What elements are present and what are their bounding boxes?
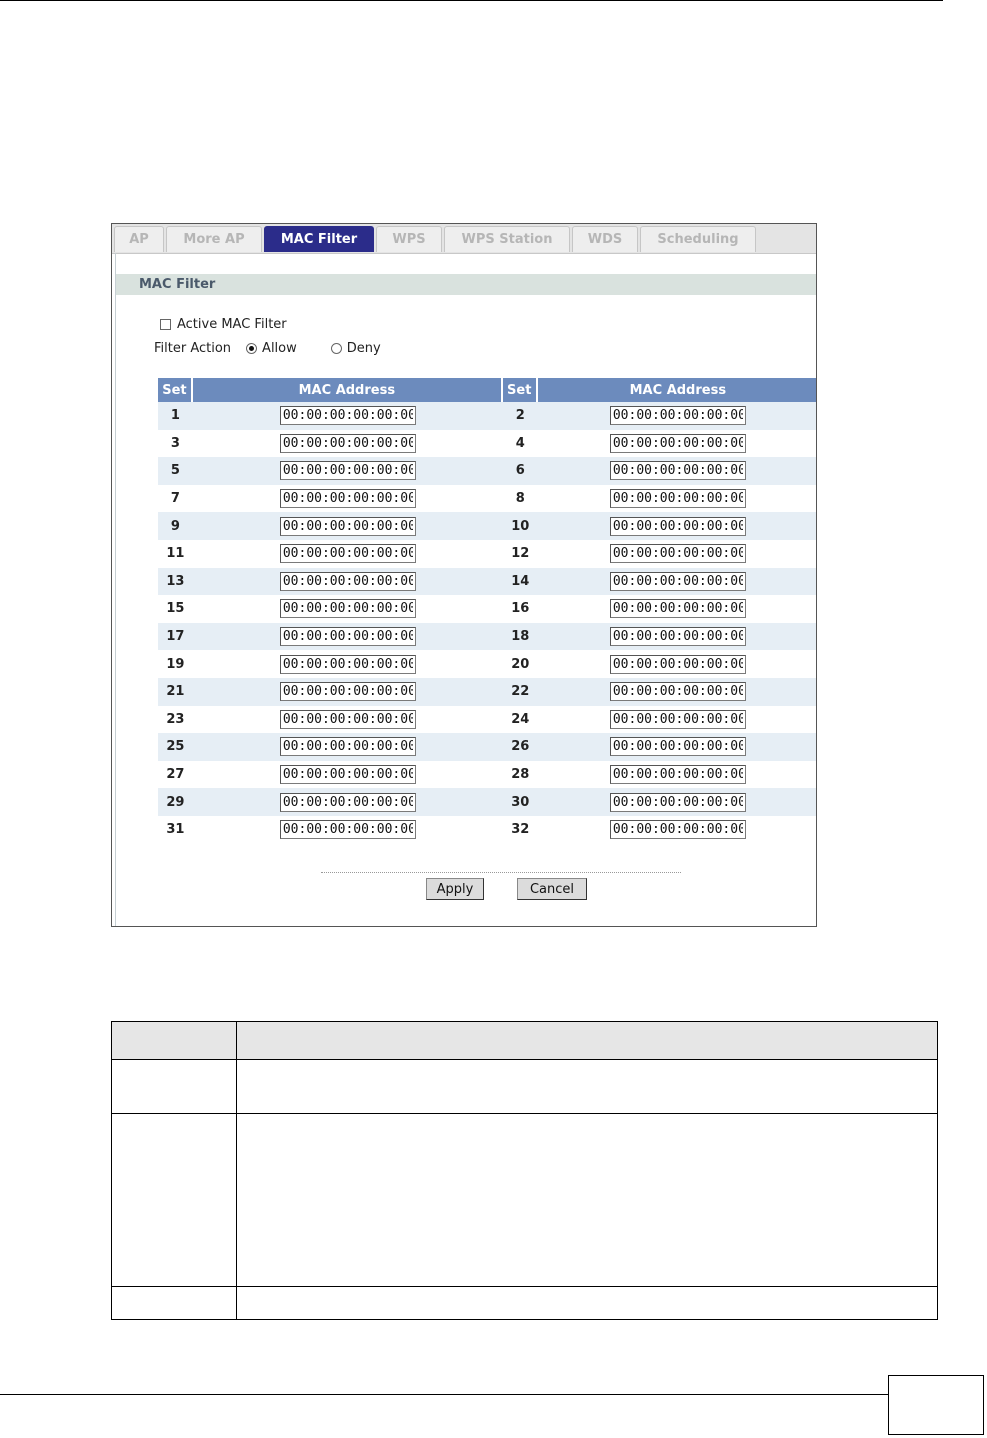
allow-label: Allow: [262, 341, 297, 356]
mac-cell: [193, 733, 503, 761]
mac-address-input[interactable]: [610, 406, 746, 425]
mac-cell: [538, 761, 817, 789]
set-number: 2: [503, 402, 538, 430]
mac-cell: [193, 788, 503, 816]
mac-cell: [538, 650, 817, 678]
description-label-cell: [112, 1114, 237, 1287]
mac-cell: [193, 816, 503, 844]
mac-cell: [538, 678, 817, 706]
mac-cell: [538, 595, 817, 623]
description-row: [112, 1114, 938, 1287]
frame-left-line: [115, 253, 116, 927]
active-mac-filter-row: [160, 317, 287, 332]
set-number: 11: [166, 546, 185, 562]
header-rule: [0, 0, 943, 1]
mac-cell: [538, 485, 817, 513]
description-label-cell: [112, 1287, 237, 1320]
set-number: 24: [511, 711, 530, 727]
apply-button[interactable]: Apply: [426, 878, 484, 900]
mac-cell: [193, 623, 503, 651]
description-header-label-cell: [112, 1022, 237, 1060]
mac-address-input[interactable]: [280, 517, 416, 536]
set-number: 17: [158, 623, 193, 651]
set-number: 27: [166, 767, 185, 783]
mac-cell: [538, 457, 817, 485]
description-header-row: [112, 1022, 938, 1060]
set-number: 29: [158, 788, 193, 816]
mac-address-table: [158, 378, 817, 844]
description-row: [112, 1060, 938, 1114]
mac-address-input[interactable]: [610, 793, 746, 812]
mac-address-input[interactable]: [280, 406, 416, 425]
set-number: 6: [503, 457, 538, 485]
mac-address-input[interactable]: [610, 544, 746, 563]
active-mac-filter-label: Active MAC Filter: [177, 317, 287, 332]
mac-cell: [193, 595, 503, 623]
page-number-box: [888, 1375, 984, 1435]
set-number: 22: [503, 678, 538, 706]
tab-wds[interactable]: WDS: [572, 226, 638, 252]
mac-address-input[interactable]: [610, 737, 746, 756]
mac-address-input[interactable]: [610, 710, 746, 729]
mac-cell: [193, 678, 503, 706]
mac-column-header-right: MAC Address: [538, 378, 817, 402]
table-row: [158, 402, 817, 430]
mac-cell: [193, 568, 503, 596]
set-number: 14: [503, 568, 538, 596]
set-number: 3: [170, 435, 180, 451]
tab-ap[interactable]: AP: [114, 226, 164, 252]
set-number: 13: [158, 568, 193, 596]
mac-cell: [538, 540, 817, 568]
set-number: 1: [158, 402, 193, 430]
mac-address-input[interactable]: [280, 655, 416, 674]
set-number: 30: [503, 788, 538, 816]
tab-mac-filter[interactable]: MAC Filter: [264, 226, 374, 252]
mac-address-input[interactable]: [280, 820, 416, 839]
mac-cell: [538, 512, 817, 540]
mac-address-input[interactable]: [280, 544, 416, 563]
mac-cell: [193, 485, 503, 513]
description-label-cell: [112, 1060, 237, 1114]
mac-address-input[interactable]: [280, 434, 416, 453]
section-title: MAC Filter: [116, 274, 817, 295]
set-number: 19: [166, 656, 185, 672]
mac-address-input[interactable]: [610, 517, 746, 536]
mac-cell: [193, 650, 503, 678]
set-number: 7: [170, 491, 180, 507]
mac-cell: [538, 706, 817, 734]
mac-address-input[interactable]: [280, 489, 416, 508]
table-row: [158, 788, 817, 816]
mac-address-input[interactable]: [610, 655, 746, 674]
description-row: [112, 1287, 938, 1320]
table-row: [158, 706, 817, 734]
mac-address-input[interactable]: [280, 793, 416, 812]
description-header-description-cell: [237, 1022, 938, 1060]
set-number: 28: [511, 767, 530, 783]
mac-cell: [193, 540, 503, 568]
set-number: 26: [503, 733, 538, 761]
set-number: 10: [503, 512, 538, 540]
footer-rule: [0, 1394, 888, 1395]
mac-address-input[interactable]: [280, 682, 416, 701]
table-row: [158, 623, 817, 651]
deny-radio[interactable]: [331, 343, 342, 354]
mac-cell: [538, 733, 817, 761]
table-row: [158, 816, 817, 844]
table-row: [158, 733, 817, 761]
mac-column-header-left: MAC Address: [193, 378, 503, 402]
mac-address-input[interactable]: [280, 461, 416, 480]
tab-scheduling[interactable]: Scheduling: [640, 226, 756, 252]
set-column-header-right: Set: [503, 378, 538, 402]
mac-address-input[interactable]: [280, 710, 416, 729]
table-row: [158, 457, 817, 485]
allow-radio[interactable]: [246, 343, 257, 354]
set-number: 15: [166, 601, 185, 617]
table-row: [158, 761, 817, 789]
mac-address-input[interactable]: [610, 765, 746, 784]
mac-address-input[interactable]: [280, 765, 416, 784]
mac-address-input[interactable]: [610, 489, 746, 508]
description-text-cell: [237, 1287, 938, 1320]
mac-cell: [538, 788, 817, 816]
set-number: 16: [511, 601, 530, 617]
mac-address-input[interactable]: [280, 599, 416, 618]
description-table: [111, 1021, 938, 1320]
mac-cell: [193, 512, 503, 540]
set-number: 18: [503, 623, 538, 651]
mac-address-input[interactable]: [610, 434, 746, 453]
mac-address-input[interactable]: [610, 820, 746, 839]
active-mac-filter-checkbox[interactable]: [160, 319, 171, 330]
table-row: [158, 678, 817, 706]
mac-address-input[interactable]: [610, 682, 746, 701]
mac-cell: [538, 402, 817, 430]
mac-cell: [193, 457, 503, 485]
mac-cell: [538, 623, 817, 651]
set-number: 8: [515, 491, 525, 507]
mac-cell: [538, 816, 817, 844]
set-number: 12: [511, 546, 530, 562]
table-row: [158, 485, 817, 513]
mac-address-input[interactable]: [280, 572, 416, 591]
tab-bar: [112, 224, 816, 254]
tab-more-ap[interactable]: More AP: [166, 226, 262, 252]
set-column-header-left: Set: [158, 378, 193, 402]
set-number: 32: [511, 822, 530, 838]
set-number: 20: [511, 656, 530, 672]
description-text-cell: [237, 1114, 938, 1287]
table-row: [158, 512, 817, 540]
filter-action-label: Filter Action: [154, 341, 232, 356]
mac-cell: [193, 430, 503, 458]
table-header-row: [158, 378, 817, 402]
mac-address-input[interactable]: [280, 627, 416, 646]
set-number: 23: [166, 711, 185, 727]
mac-address-input[interactable]: [610, 627, 746, 646]
set-number: 4: [515, 435, 525, 451]
tab-wps-station[interactable]: WPS Station: [444, 226, 570, 252]
table-row: [158, 540, 817, 568]
mac-cell: [193, 706, 503, 734]
mac-cell: [538, 430, 817, 458]
table-row: [158, 430, 817, 458]
deny-label: Deny: [346, 341, 381, 356]
button-divider: [321, 872, 681, 873]
set-number: 25: [158, 733, 193, 761]
mac-cell: [193, 402, 503, 430]
mac-address-input[interactable]: [610, 461, 746, 480]
mac-address-input[interactable]: [280, 737, 416, 756]
description-text-cell: [237, 1060, 938, 1114]
set-number: 21: [158, 678, 193, 706]
cancel-button[interactable]: Cancel: [517, 878, 587, 900]
table-row: [158, 568, 817, 596]
mac-address-input[interactable]: [610, 599, 746, 618]
table-row: [158, 595, 817, 623]
set-number: 9: [158, 512, 193, 540]
set-number: 5: [158, 457, 193, 485]
mac-filter-screenshot: [111, 223, 817, 927]
set-number: 31: [166, 822, 185, 838]
filter-action-row: [154, 341, 381, 356]
mac-cell: [538, 568, 817, 596]
mac-address-input[interactable]: [610, 572, 746, 591]
table-row: [158, 650, 817, 678]
mac-cell: [193, 761, 503, 789]
tab-wps[interactable]: WPS: [376, 226, 442, 252]
